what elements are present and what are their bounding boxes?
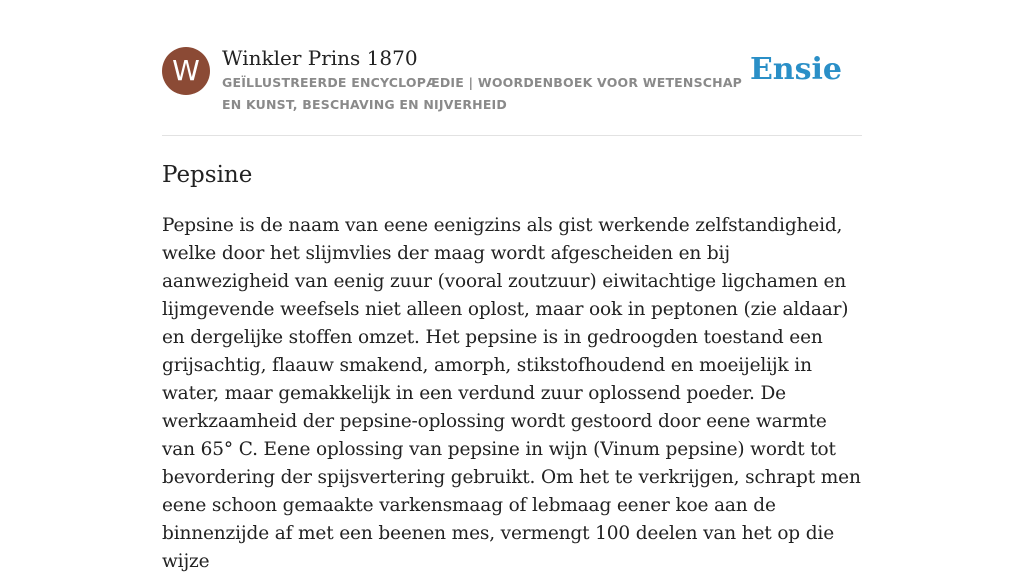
publication-avatar[interactable]: W bbox=[162, 47, 210, 95]
publication-subtitle: GEÏLLUSTREERDE ENCYCLOPÆDIE | WOORDENBOEK VOOR WETENSCHAP EN KUNST, BESCHAVING EN NIJVERHEID bbox=[222, 75, 743, 112]
ensie-logo-link[interactable]: Ensie bbox=[749, 52, 842, 87]
publication-header bbox=[162, 46, 862, 136]
entry-body: Pepsine is de naam van eene eenigzins als gist werkende zelfstandigheid, welke door het slijmvlies der maag wordt afgescheiden en bij aanwezigheid van eenig zuur (vooral zoutzuur) eiwitachtige ligchamen en lijmgevende weefsels niet alleen oplost, maar ook in peptonen (zie aldaar) en dergelijke stoffen omzet. Het pepsine is in gedroogden toestand een grijsachtig, flaauw smakend, amorph, stikstofhoudend en moeijelijk in water, maar gemakkelijk in een verdund zuur oplossend poeder. De werkzaamheid der pepsine-oplossing wordt gestoord door eene warmte van 65° C. Eene oplossing van pepsine in wijn (Vinum pepsine) wordt tot bevordering der spijsvertering gebruikt. Om het te verkrijgen, schrapt men eene schoon gemaakte varkensmaag of lebmaag eener koe aan de binnenzijde af met een beenen mes, vermengt 100 deelen van het op die wijze bbox=[162, 215, 861, 572]
publication-title[interactable]: Winkler Prins 1870 bbox=[222, 46, 418, 70]
header-divider bbox=[162, 135, 862, 136]
entry-title: Pepsine bbox=[162, 162, 253, 188]
